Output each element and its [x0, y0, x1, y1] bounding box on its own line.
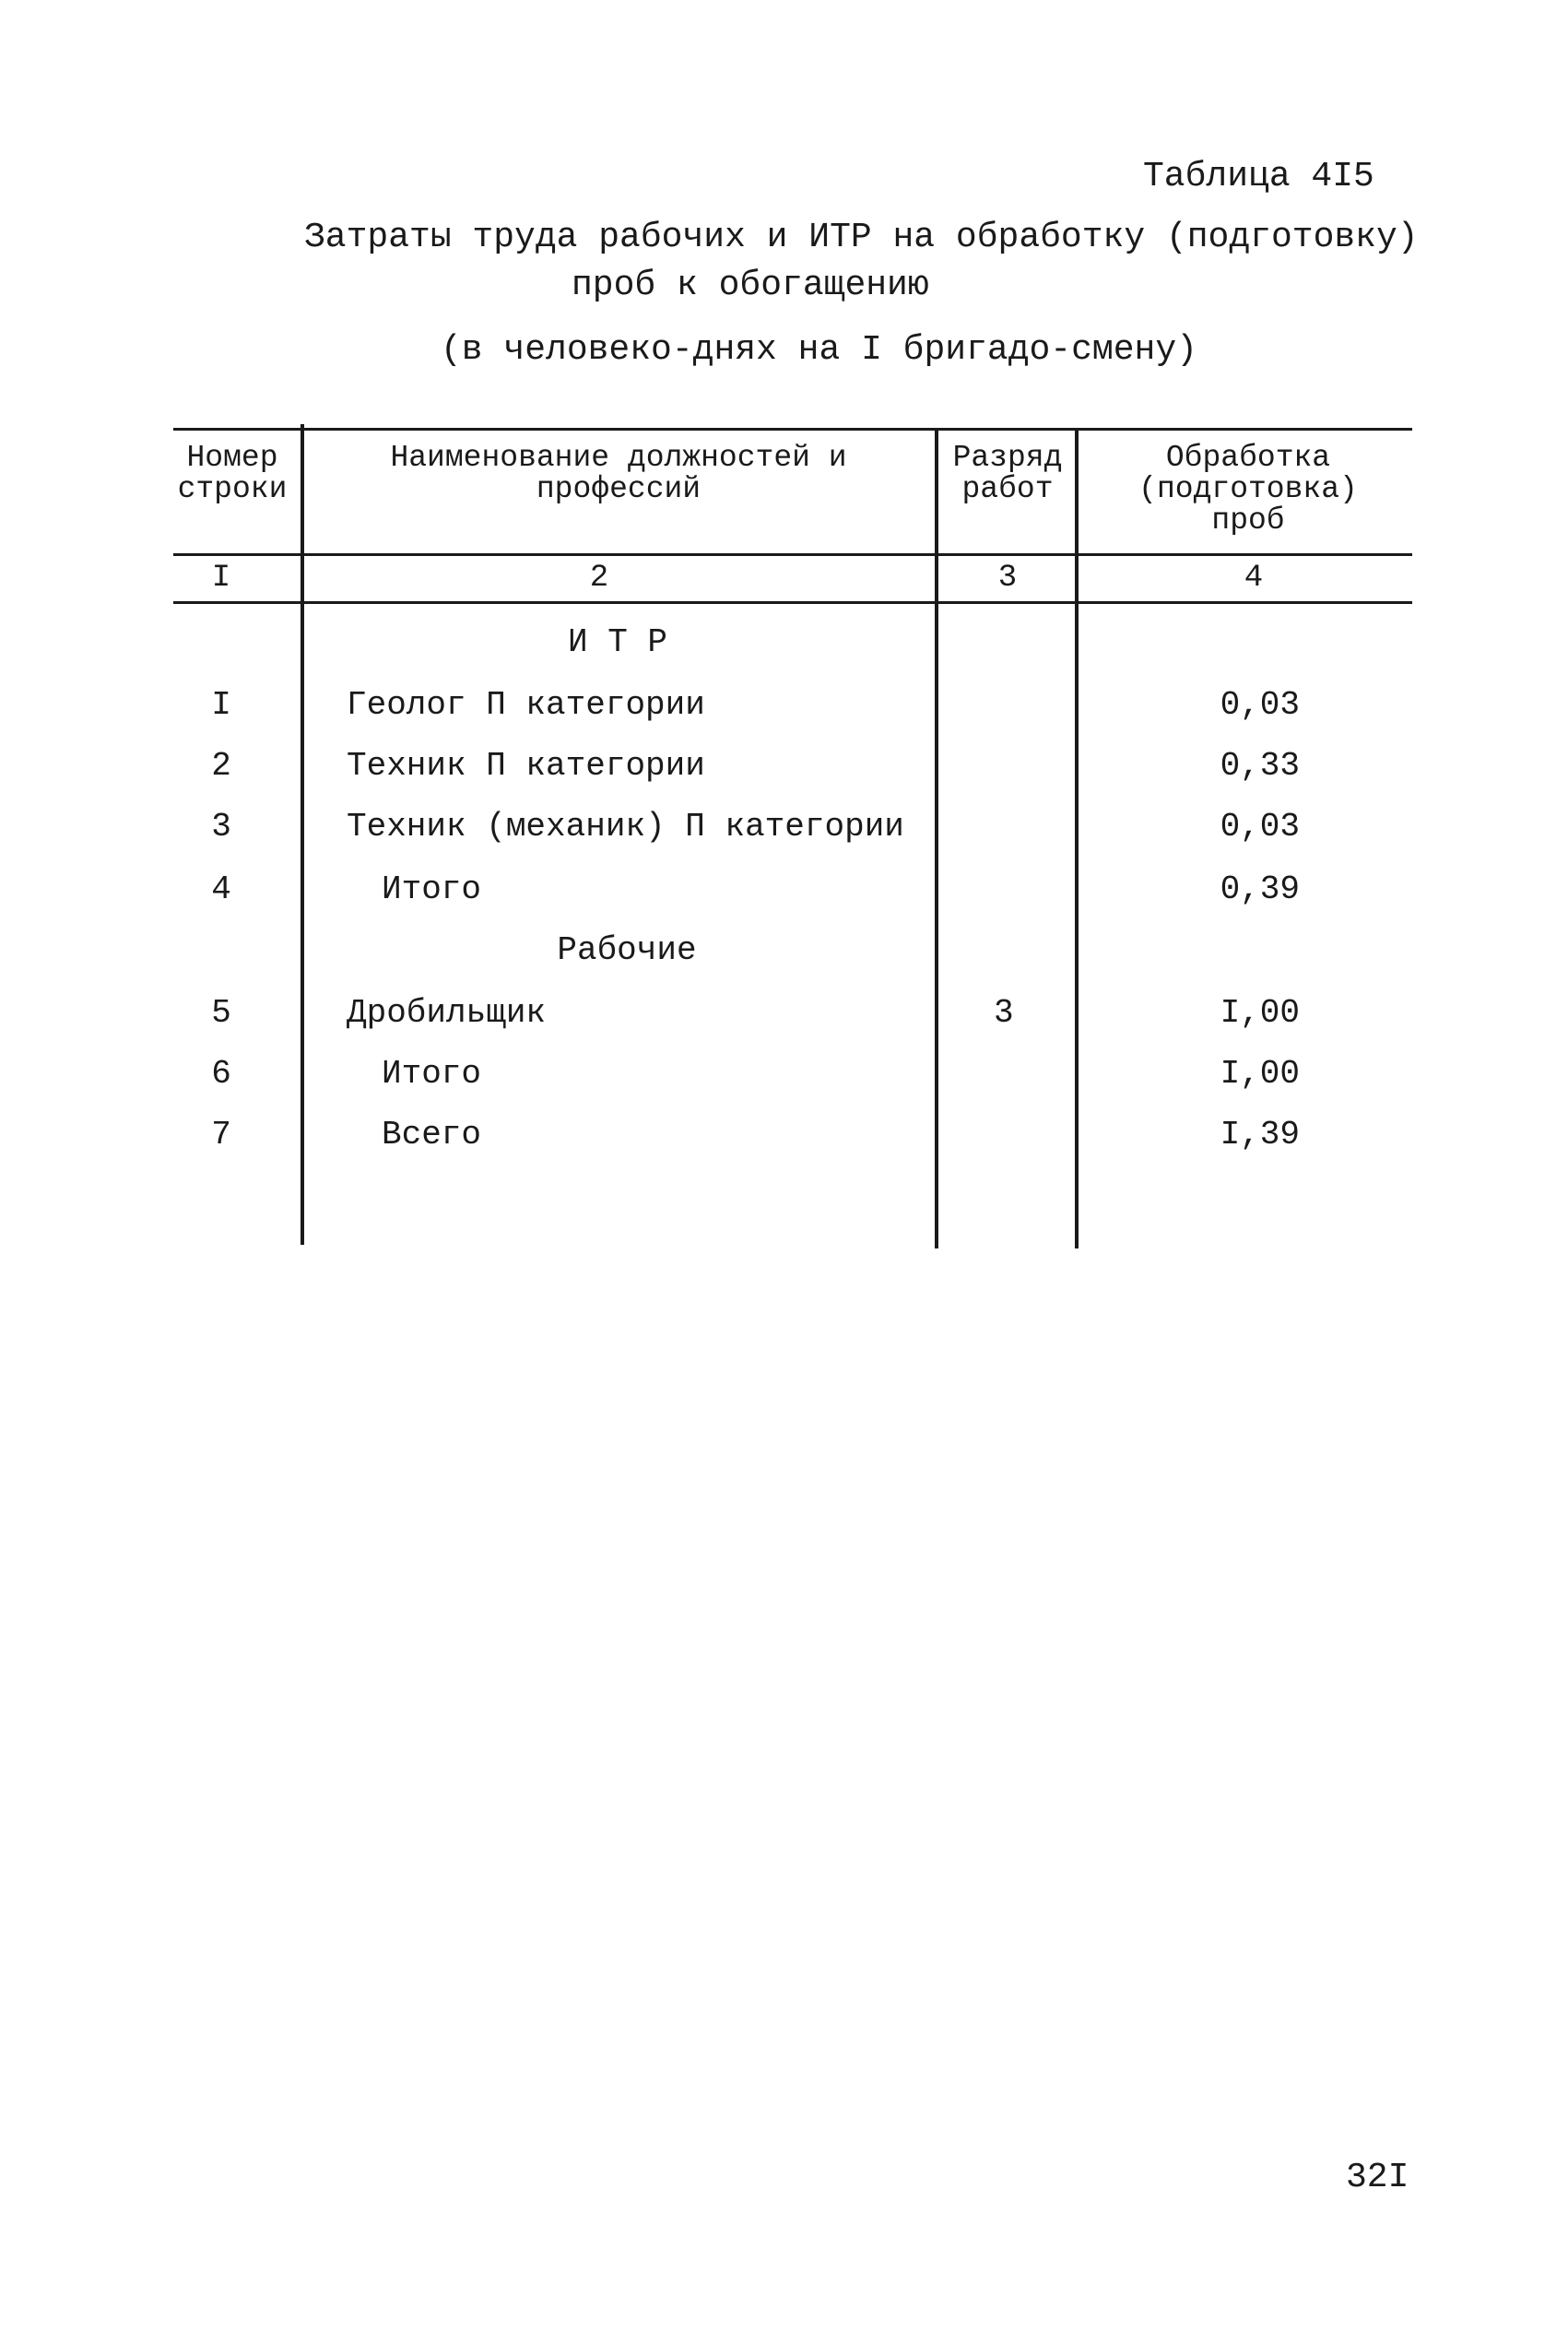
- row-number: 3: [211, 808, 231, 846]
- column-divider-3: [1075, 428, 1079, 1248]
- row-number: 4: [211, 870, 231, 908]
- row-name: Геолог П категории: [347, 686, 705, 724]
- row-value: 0,39: [1220, 870, 1300, 908]
- header-grade: [940, 443, 1075, 505]
- row-number: I: [211, 686, 231, 724]
- row-number: 6: [211, 1055, 231, 1093]
- column-number-1: I: [211, 561, 231, 596]
- header-position-name-line2: профессий: [536, 472, 701, 506]
- header-row-number-line2: строки: [177, 472, 288, 506]
- header-grade-line1: Разряд: [952, 441, 1063, 475]
- header-processing: [1084, 443, 1412, 537]
- header-position-name-line1: Наименование должностей и: [390, 441, 847, 475]
- table-title-line1: Затраты труда рабочих и ИТР на обработку (подготовку): [304, 218, 1419, 257]
- column-divider-2: [935, 428, 938, 1248]
- row-grade: 3: [994, 994, 1014, 1032]
- column-divider-1: [301, 424, 304, 1245]
- row-value: 0,33: [1220, 747, 1300, 785]
- table-title-line2: проб к обогащению: [572, 266, 929, 305]
- column-number-4: 4: [1244, 561, 1264, 596]
- section-workers: Рабочие: [557, 931, 697, 969]
- header-bottom-rule: [173, 553, 1412, 556]
- column-numbers-bottom-rule: [173, 601, 1412, 604]
- header-processing-line3: проб: [1211, 503, 1285, 538]
- row-value: 0,03: [1220, 686, 1300, 724]
- header-position-name: [310, 443, 927, 505]
- header-grade-line2: работ: [961, 472, 1054, 506]
- row-value: 0,03: [1220, 808, 1300, 846]
- row-value: I,00: [1220, 1055, 1300, 1093]
- row-value: I,39: [1220, 1116, 1300, 1154]
- header-row-number-line1: Номер: [186, 441, 278, 475]
- header-processing-line1: Обработка: [1165, 441, 1331, 475]
- row-name: Всего: [382, 1116, 482, 1154]
- table-top-rule: [173, 428, 1412, 431]
- table-units: (в человеко-днях на I бригадо-смену): [441, 330, 1197, 370]
- column-number-2: 2: [589, 561, 609, 596]
- row-name: Дробильщик: [347, 994, 547, 1032]
- section-itr: И Т Р: [567, 623, 668, 661]
- column-number-3: 3: [997, 561, 1018, 596]
- page-number: 32I: [1346, 2158, 1409, 2197]
- row-name: Техник П категории: [347, 747, 705, 785]
- header-row-number: [168, 443, 297, 505]
- row-name: Итого: [382, 1055, 482, 1093]
- row-number: 7: [211, 1116, 231, 1154]
- header-processing-line2: (подготовка): [1138, 472, 1358, 506]
- row-value: I,00: [1220, 994, 1300, 1032]
- row-number: 2: [211, 747, 231, 785]
- table-label: Таблица 4I5: [1143, 157, 1374, 196]
- row-name: Итого: [382, 870, 482, 908]
- row-name: Техник (механик) П категории: [347, 808, 904, 846]
- row-number: 5: [211, 994, 231, 1032]
